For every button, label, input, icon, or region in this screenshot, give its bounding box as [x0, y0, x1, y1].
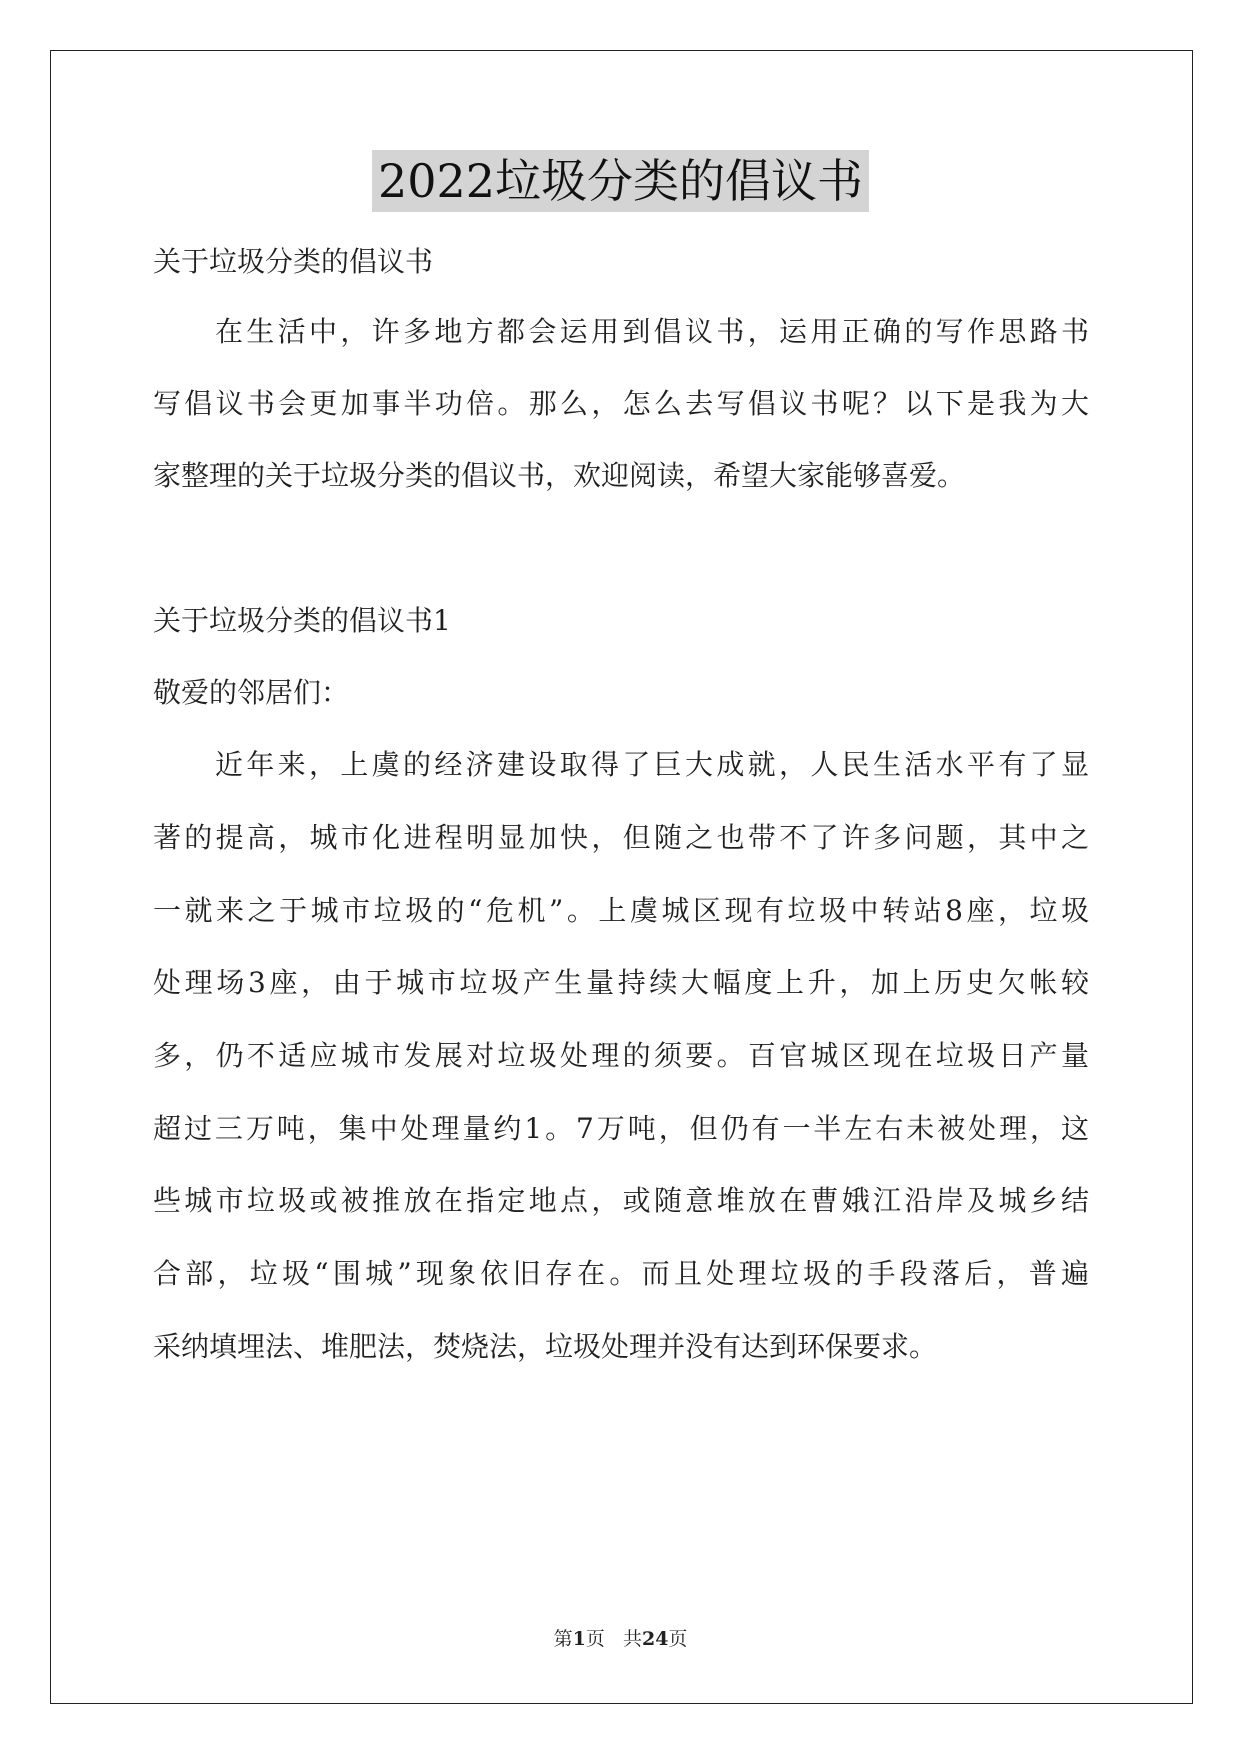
footer-page-prefix: 第 — [553, 1628, 573, 1650]
salutation: 敬爱的邻居们： — [153, 676, 350, 709]
body-line-8: 合部，垃圾“围城”现象依旧存在。而且处理垃圾的手段落后，普遍 — [153, 1257, 1089, 1290]
section-heading: 关于垃圾分类的倡议书1 — [153, 604, 451, 637]
body-line-3: 一就来之于城市垃圾的“危机”。上虞城区现有垃圾中转站8座，垃圾 — [153, 894, 1089, 927]
intro-line-1: 在生活中，许多地方都会运用到倡议书，运用正确的写作思路书 — [215, 315, 1089, 348]
body-line-4: 处理场3座，由于城市垃圾产生量持续大幅度上升，加上历史欠帐较 — [153, 966, 1089, 999]
body-line-7: 些城市垃圾或被推放在指定地点，或随意堆放在曹娥江沿岸及城乡结 — [153, 1184, 1089, 1217]
footer-total-suffix: 页 — [668, 1628, 688, 1650]
body-line-9: 采纳填埋法、堆肥法，焚烧法，垃圾处理并没有达到环保要求。 — [153, 1330, 938, 1363]
document-subtitle: 关于垃圾分类的倡议书 — [153, 245, 434, 278]
intro-line-3: 家整理的关于垃圾分类的倡议书，欢迎阅读，希望大家能够喜爱。 — [153, 459, 966, 492]
intro-line-2: 写倡议书会更加事半功倍。那么，怎么去写倡议书呢？以下是我为大 — [153, 387, 1089, 420]
footer-page-suffix: 页 — [585, 1628, 605, 1650]
page-border — [50, 50, 1193, 1704]
body-line-5: 多，仍不适应城市发展对垃圾处理的须要。百官城区现在垃圾日产量 — [153, 1039, 1089, 1072]
body-line-6: 超过三万吨，集中处理量约1。7万吨，但仍有一半左右未被处理，这 — [153, 1112, 1089, 1145]
page-footer — [0, 1624, 1241, 1651]
body-line-1: 近年来，上虞的经济建设取得了巨大成就，人民生活水平有了显 — [215, 748, 1089, 781]
footer-total-prefix: 共 — [622, 1628, 642, 1650]
document-title: 2022垃圾分类的倡议书 — [372, 150, 869, 212]
body-line-2: 著的提高，城市化进程明显加快，但随之也带不了许多问题，其中之 — [153, 821, 1089, 854]
footer-total-pages: 24 — [641, 1628, 669, 1650]
title-wrap — [0, 150, 1241, 212]
footer-page-number: 1 — [572, 1628, 586, 1650]
